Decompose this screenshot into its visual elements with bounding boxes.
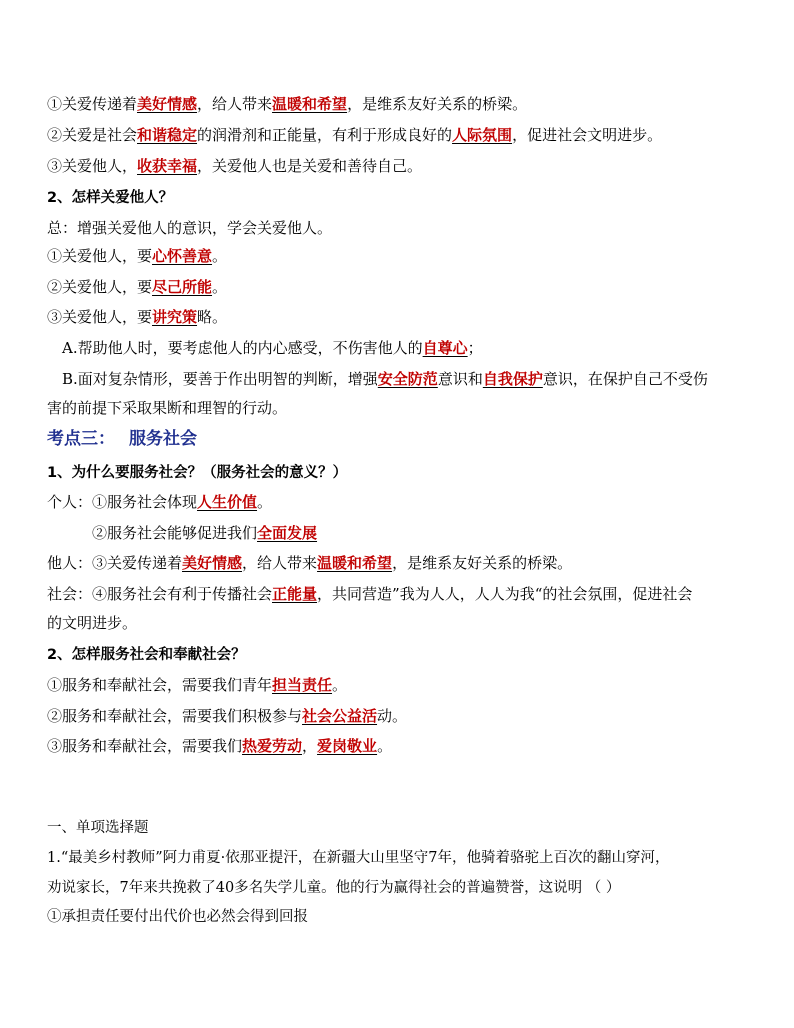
key-term: 美好情感 [137,95,198,113]
text-segment: ，促进社会文明进步。 [512,126,663,144]
key-term: 温暖和希望 [317,554,393,572]
key-term: 自尊心 [422,339,468,357]
key-term: 热爱劳动 [242,737,303,755]
question-text [47,848,670,868]
text-segment: A.帮助他人时，要考虑他人的内心感受，不伤害他人的 [62,339,423,357]
text-segment: ①承担责任要付出代价也必然会得到回报 [47,909,308,925]
text-line [47,675,347,695]
text-segment: 劝说家长，7年来共挽救了40多名失学儿童。他的行为赢得社会的普遍赞誉，这说明 （ ） [47,880,621,896]
key-term: 自我保护 [482,370,543,388]
text-segment: ①服务和奉献社会，需要我们青年 [47,676,273,694]
text-segment: 害的前提下采取果断和理智的行动。 [47,399,288,417]
text-line [47,584,692,604]
text-segment: ②关爱是社会 [47,126,138,144]
text-segment: 。 [377,737,393,755]
text-segment: ，共同营造”我为人人，人人为我“的社会氛围，促进社会 [317,585,693,603]
text-line [62,338,483,358]
text-segment: 2、怎样服务社会和奉献社会？ [47,647,246,663]
text-line [47,246,227,266]
text-segment: 个人：①服务社会体现 [47,493,198,511]
text-segment: ②服务社会能够促进我们 [92,524,258,542]
text-segment: ③关爱他人， [47,157,138,175]
key-term: 人际氛围 [452,126,513,144]
text-line [47,125,662,145]
text-segment: 总：增强关爱他人的意识，学会关爱他人。 [47,219,333,237]
text-line [47,398,287,418]
text-segment: ①关爱传递着 [47,95,138,113]
key-term: 正能量 [272,585,318,603]
text-segment: 的润滑剂和正能量，有利于形成良好的 [197,126,453,144]
section-heading [47,463,347,483]
key-term: 爱岗敬业 [317,737,378,755]
text-line [47,277,227,297]
key-term: 担当责任 [272,676,333,694]
text-segment: 动。 [377,707,408,725]
text-segment: 他人：③关爱传递着 [47,554,183,572]
text-segment: 服务社会 [129,429,197,449]
question-text [47,878,620,898]
key-term: 尽己所能 [152,278,213,296]
section-heading [47,645,246,665]
text-segment: 。 [212,247,228,265]
text-segment: ②服务和奉献社会，需要我们积极参与 [47,707,303,725]
text-segment: 2、怎样关爱他人？ [47,190,174,206]
text-segment: ，给人带来 [242,554,318,572]
section-heading [47,188,173,208]
text-segment: 一、单项选择题 [47,820,149,836]
key-term: 美好情感 [182,554,243,572]
key-term: 社会公益活 [302,707,378,725]
text-segment: ， [302,737,318,755]
text-segment: 的文明进步。 [47,614,138,632]
text-segment: 意识和 [437,370,483,388]
text-segment: 1、为什么要服务社会？（服务社会的意义？） [47,465,348,481]
question-option [47,907,308,927]
text-line [47,156,422,176]
text-line [47,553,572,573]
text-line [92,523,317,543]
text-segment: ，是维系友好关系的桥梁。 [347,95,528,113]
text-line [47,94,527,114]
text-segment: 意识，在保护自己不受伤 [542,370,708,388]
text-segment: ； [467,339,483,357]
text-segment: 。 [257,493,273,511]
text-line [47,706,407,726]
topic-heading [47,429,197,449]
text-segment: 考点三： [47,429,115,449]
key-term: 全面发展 [257,524,318,542]
text-line [47,307,227,327]
key-term: 心怀善意 [152,247,213,265]
key-term: 安全防范 [377,370,438,388]
question-section-title [47,818,149,838]
text-segment: 1.“最美乡村教师”阿力甫夏·依那亚提汗，在新疆大山里坚守7年，他骑着骆驼上百次的翻山穿河， [47,850,670,866]
key-term: 收获幸福 [137,157,198,175]
key-term: 和谐稳定 [137,126,198,144]
text-segment: 。 [332,676,348,694]
text-segment: ，给人带来 [197,95,273,113]
text-segment: ③服务和奉献社会，需要我们 [47,737,243,755]
text-line [47,218,332,238]
text-segment: ③关爱他人，要 [47,308,153,326]
text-segment: 社会：④服务社会有利于传播社会 [47,585,273,603]
text-line [47,492,272,512]
text-line [47,736,392,756]
text-segment: 。 [212,278,228,296]
text-segment: 略。 [197,308,228,326]
text-segment: ，是维系友好关系的桥梁。 [392,554,573,572]
text-line [62,369,708,389]
text-segment: B.面对复杂情形，要善于作出明智的判断，增强 [62,370,378,388]
text-segment: ①关爱他人，要 [47,247,153,265]
text-segment: ②关爱他人，要 [47,278,153,296]
text-line [47,613,137,633]
text-segment: ，关爱他人也是关爱和善待自己。 [197,157,423,175]
key-term: 人生价值 [197,493,258,511]
key-term: 讲究策 [152,308,198,326]
key-term: 温暖和希望 [272,95,348,113]
